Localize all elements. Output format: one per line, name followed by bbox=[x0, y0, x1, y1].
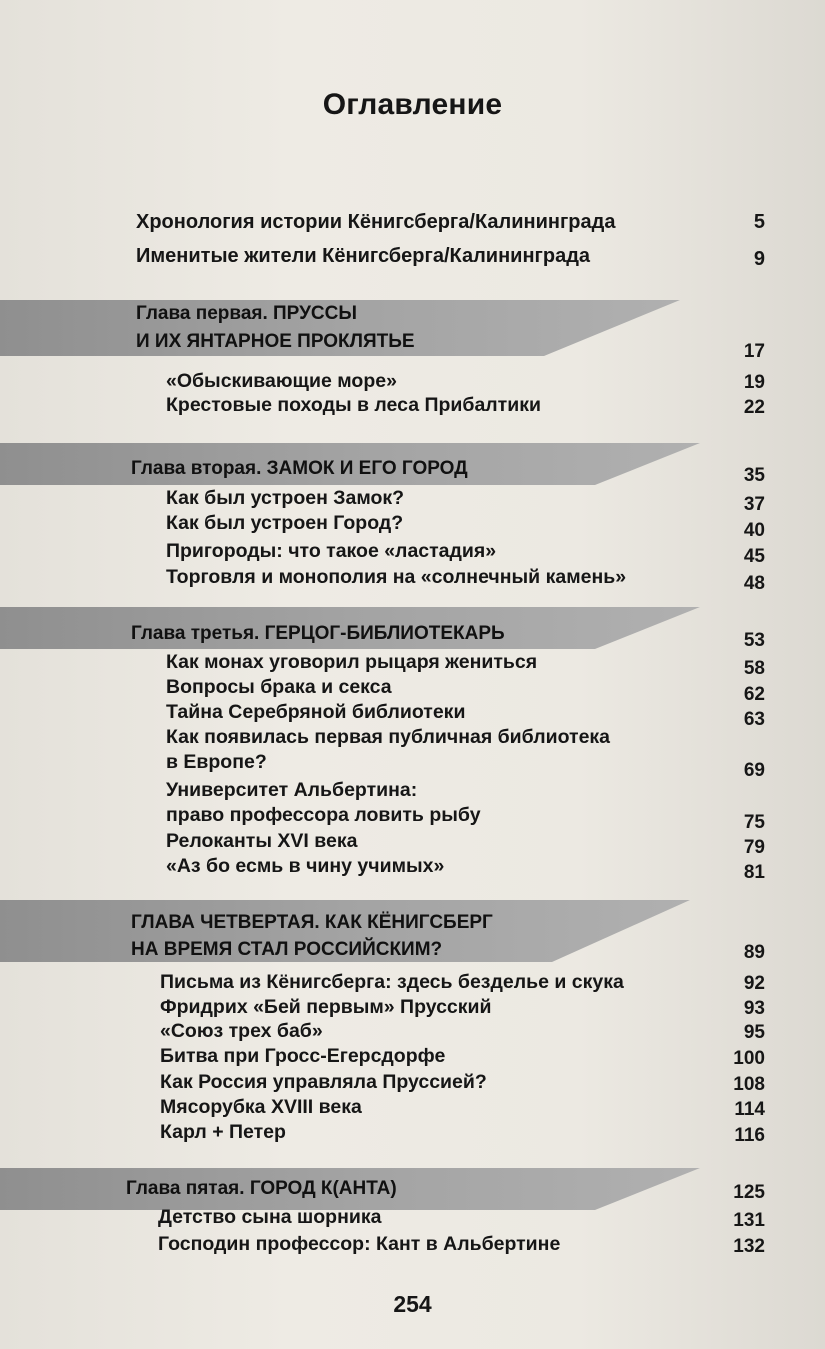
toc-entry[interactable]: Релоканты XVI века bbox=[166, 830, 358, 852]
toc-page-number: 40 bbox=[743, 520, 765, 541]
toc-entry[interactable]: Пригороды: что такое «ластадия» bbox=[166, 540, 497, 562]
toc-page-number: 95 bbox=[743, 1022, 765, 1043]
toc-entry[interactable]: «Аз бо есмь в чину учимых» bbox=[166, 855, 445, 877]
toc-page-number: 100 bbox=[733, 1048, 765, 1069]
toc-entry[interactable]: Торговля и монополия на «солнечный камень» bbox=[166, 566, 627, 588]
toc-page-number: 22 bbox=[743, 397, 765, 418]
toc-page-number: 69 bbox=[743, 760, 765, 781]
toc-page-number: 92 bbox=[743, 973, 765, 994]
chapter-title-line[interactable]: Глава пятая. ГОРОД К(АНТА) bbox=[126, 1178, 397, 1199]
chapter-page-number: 35 bbox=[743, 465, 765, 486]
toc-entry[interactable]: Битва при Гросс-Егерсдорфе bbox=[160, 1045, 446, 1067]
toc-entry[interactable]: Письма из Кёнигсберга: здесь безделье и скука bbox=[160, 971, 624, 993]
toc-page-number: 5 bbox=[753, 211, 765, 233]
toc-entry[interactable]: Карл + Петер bbox=[160, 1121, 286, 1143]
toc-entry[interactable]: Тайна Серебряной библиотеки bbox=[166, 701, 466, 723]
chapter-page-number: 53 bbox=[743, 630, 765, 651]
toc-page-number: 79 bbox=[743, 837, 765, 858]
toc-page-number: 75 bbox=[743, 812, 765, 833]
toc-entry[interactable]: «Обыскивающие море» bbox=[166, 370, 397, 392]
toc-page-number: 63 bbox=[743, 709, 765, 730]
toc-entry[interactable]: Крестовые походы в леса Прибалтики bbox=[166, 394, 541, 416]
toc-page-number: 9 bbox=[753, 248, 765, 270]
chapter-page-number: 125 bbox=[733, 1182, 765, 1203]
chapter-title-line[interactable]: НА ВРЕМЯ СТАЛ РОССИЙСКИМ? bbox=[131, 939, 443, 960]
toc-page-number: 131 bbox=[733, 1210, 765, 1231]
toc-entry[interactable]: «Союз трех баб» bbox=[160, 1020, 323, 1042]
toc-page-number: 114 bbox=[734, 1099, 765, 1120]
toc-entry-chronology[interactable]: Хронология истории Кёнигсберга/Калининграда bbox=[136, 211, 616, 233]
toc-entry[interactable]: Университет Альбертина: bbox=[166, 779, 418, 801]
toc-page-number: 37 bbox=[743, 494, 765, 515]
toc-entry[interactable]: Как монах уговорил рыцаря жениться bbox=[166, 651, 538, 673]
toc-entry[interactable]: Детство сына шорника bbox=[158, 1206, 382, 1228]
chapter-title-line[interactable]: И ИХ ЯНТАРНОЕ ПРОКЛЯТЬЕ bbox=[136, 331, 415, 352]
toc-entry-notable-residents[interactable]: Именитые жители Кёнигсберга/Калининграда bbox=[136, 245, 591, 267]
toc-entry-continued[interactable]: право профессора ловить рыбу bbox=[166, 804, 481, 826]
toc-page-number: 116 bbox=[734, 1125, 765, 1146]
toc-entry[interactable]: Как был устроен Город? bbox=[166, 512, 404, 534]
chapter-title-line[interactable]: Глава вторая. ЗАМОК И ЕГО ГОРОД bbox=[131, 458, 468, 479]
toc-entry[interactable]: Как Россия управляла Пруссией? bbox=[160, 1071, 487, 1093]
toc-entry[interactable]: Фридрих «Бей первым» Прусский bbox=[160, 996, 492, 1018]
chapter-page-number: 89 bbox=[743, 942, 765, 963]
toc-entry[interactable]: Как был устроен Замок? bbox=[166, 487, 405, 509]
toc-entry[interactable]: Господин профессор: Кант в Альбертине bbox=[158, 1233, 561, 1255]
toc-page-number: 58 bbox=[743, 658, 765, 679]
chapter-page-number: 17 bbox=[743, 341, 765, 362]
toc-page-number: 19 bbox=[743, 372, 765, 393]
toc-page-number: 132 bbox=[733, 1236, 765, 1257]
toc-page-number: 48 bbox=[743, 573, 765, 594]
toc-entry[interactable]: Мясорубка XVIII века bbox=[160, 1096, 362, 1118]
chapter-title-line[interactable]: Глава первая. ПРУССЫ bbox=[136, 303, 357, 324]
toc-page-number: 108 bbox=[733, 1074, 765, 1095]
toc-page-number: 81 bbox=[743, 862, 765, 883]
toc-page-number: 45 bbox=[743, 546, 765, 567]
page-number: 254 bbox=[393, 1291, 432, 1317]
chapter-title-line[interactable]: Глава третья. ГЕРЦОГ-БИБЛИОТЕКАРЬ bbox=[131, 623, 505, 644]
toc-page-number: 62 bbox=[743, 684, 765, 705]
toc-entry-continued[interactable]: в Европе? bbox=[166, 751, 267, 773]
toc-page-number: 93 bbox=[743, 998, 765, 1019]
page-title: Оглавление bbox=[322, 88, 503, 121]
toc-entry[interactable]: Как появилась первая публичная библиотека bbox=[166, 726, 611, 748]
toc-entry[interactable]: Вопросы брака и секса bbox=[166, 676, 392, 698]
chapter-title-line[interactable]: ГЛАВА ЧЕТВЕРТАЯ. КАК КЁНИГСБЕРГ bbox=[131, 912, 493, 933]
